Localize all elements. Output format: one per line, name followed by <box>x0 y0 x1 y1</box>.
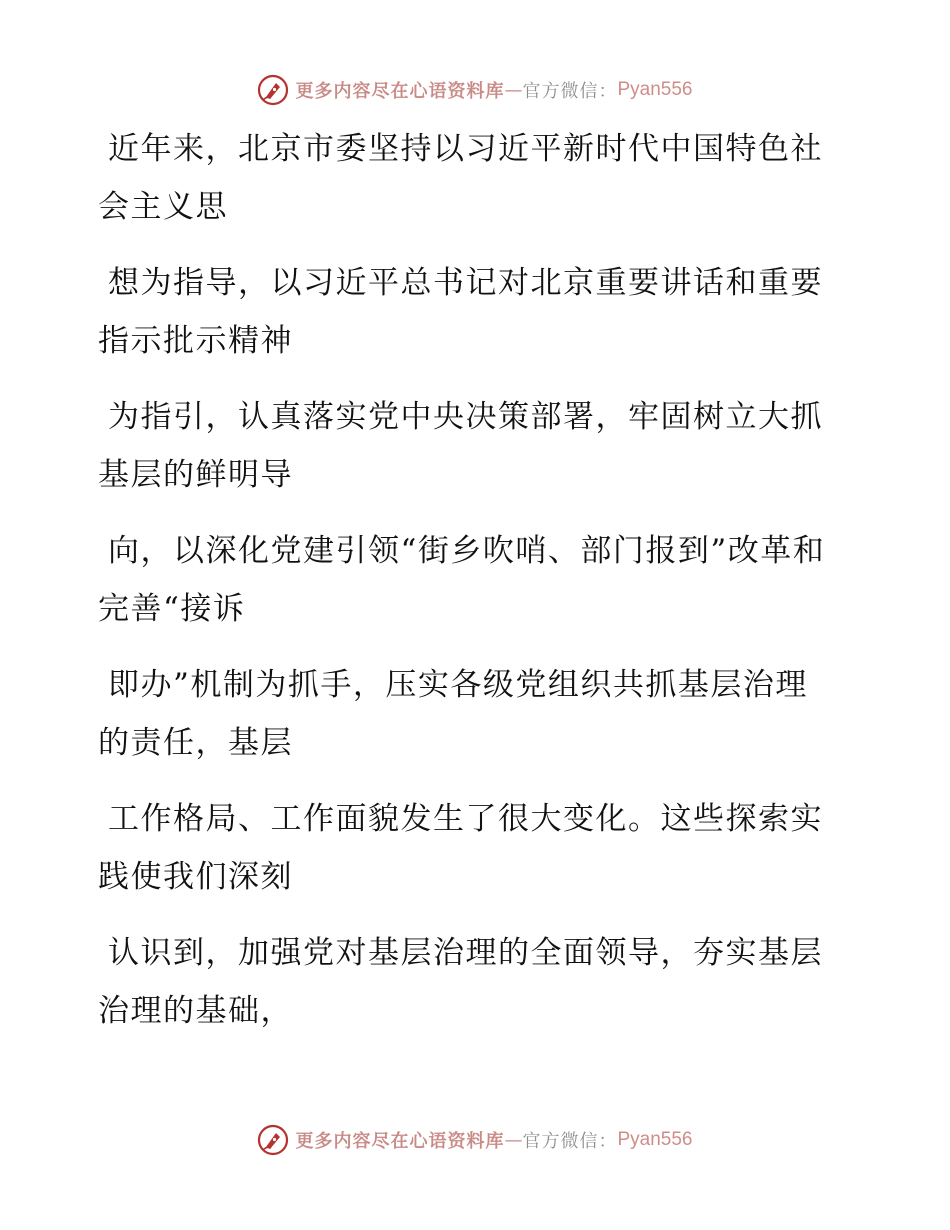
paragraph-4: 向，以深化党建引领“街乡吹哨、部门报到”改革和完善“接诉 <box>98 533 826 627</box>
paragraph-2: 想为指导，以习近平总书记对北京重要讲话和重要指示批示精神 <box>98 265 823 359</box>
paragraph-5: 即办”机制为抓手，压实各级党组织共抓基层治理的责任，基层 <box>98 667 808 761</box>
header-watermark-id: Pyan556 <box>617 79 693 100</box>
header-watermark-label: 官方微信： <box>522 81 618 102</box>
footer-watermark-separator: — <box>504 1129 523 1151</box>
pen-nib-logo-icon <box>257 1124 289 1156</box>
document-body <box>98 120 838 1058</box>
footer-watermark-title: 更多内容尽在心语资料库 <box>295 1131 505 1152</box>
header-watermark-inner <box>257 74 692 106</box>
footer-watermark-id: Pyan556 <box>617 1129 693 1150</box>
paragraph-7: 认识到，加强党对基层治理的全面领导，夯实基层治理的基础， <box>98 935 823 1029</box>
header-watermark-title: 更多内容尽在心语资料库 <box>295 81 505 102</box>
pen-nib-logo-icon <box>257 74 289 106</box>
header-watermark <box>0 70 950 110</box>
header-watermark-separator: — <box>504 79 523 101</box>
footer-watermark <box>0 1120 950 1160</box>
paragraph-1: 近年来，北京市委坚持以习近平新时代中国特色社会主义思 <box>98 131 823 225</box>
footer-watermark-label: 官方微信： <box>522 1131 618 1152</box>
paragraph-6: 工作格局、工作面貌发生了很大变化。这些探索实践使我们深刻 <box>98 801 823 895</box>
paragraph-3: 为指引，认真落实党中央决策部署，牢固树立大抓基层的鲜明导 <box>98 399 823 493</box>
footer-watermark-inner <box>257 1124 692 1156</box>
